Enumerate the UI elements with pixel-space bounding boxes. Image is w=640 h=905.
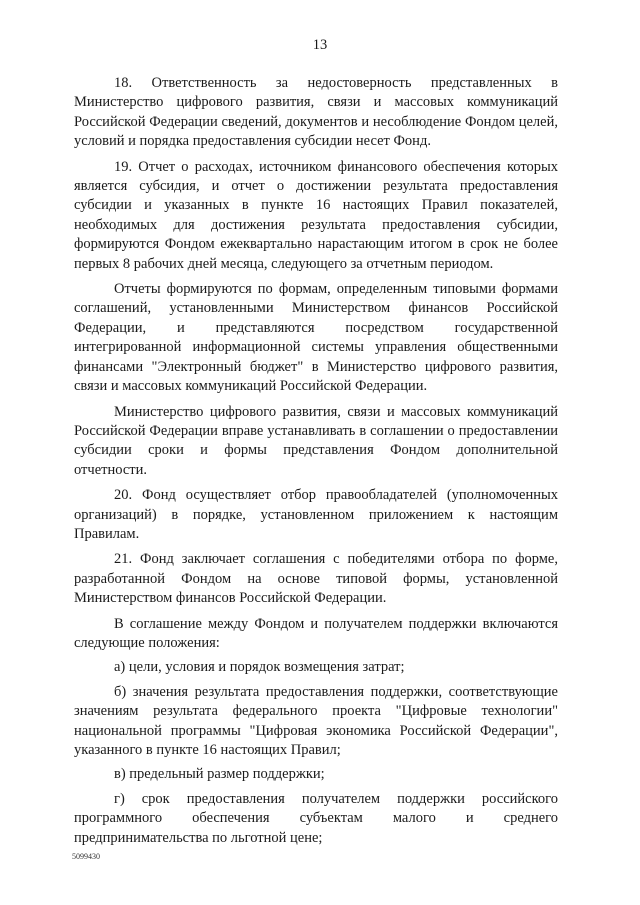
list-item-g: г) срок предоставления получателем поддержки российского программного обеспечения субъектам малого и среднего предпринимательства по льготной цене; [74, 790, 558, 846]
paragraph-20: 20. Фонд осуществляет отбор правообладателей (уполномоченных организаций) в порядке, установленном приложением к настоящим Правилам. [74, 487, 558, 542]
list-item-a: а) цели, условия и порядок возмещения затрат; [114, 659, 405, 676]
paragraph-reports-forms: Отчеты формируются по формам, определенным типовыми формами соглашений, установленными Министерством финансов Российской Федерации, и представляются посредством государственной интегрированной информационной системы управления общественными финансами "Электронный бюджет" в Министерство цифрового развития, связи и массовых коммуникаций Российской Федерации. [74, 281, 558, 395]
document-body [74, 74, 558, 853]
paragraph-agreement-provisions: В соглашение между Фондом и получателем поддержки включаются следующие положения: [74, 615, 558, 651]
paragraph-19: 19. Отчет о расходах, источником финансового обеспечения которых является субсидия, и отчет о достижении результата предоставления субсидии и указанных в пункте 16 настоящих Правил показателей, необходимых для достижения результата предоставления субсидии, формируются Фондом ежеквартально нарастающим итогом в срок не более первых 8 рабочих дней месяца, следующего за отчетным периодом. [74, 158, 558, 272]
paragraph-18: 18. Ответственность за недостоверность представленных в Министерство цифрового развития, связи и массовых коммуникаций Российской Федерации сведений, документов и несоблюдение Фондом целей, условий и порядка предоставления субсидии несет Фонд. [74, 75, 558, 150]
document-id: 5099430 [72, 852, 100, 861]
page-number: 13 [312, 37, 328, 53]
paragraph-ministry-rights: Министерство цифрового развития, связи и массовых коммуникаций Российской Федерации вправе устанавливать в соглашении о предоставлении субсидии сроки и формы представления Фондом дополнительной отчетности. [74, 403, 558, 478]
list-item-v: в) предельный размер поддержки; [114, 766, 325, 783]
list-item-b: б) значения результата предоставления поддержки, соответствующие значениям результата федерального проекта "Цифровые технологии" национальной программы "Цифровая экономика Российской Федерации", указанного в пункте 16 настоящих Правил; [74, 683, 558, 758]
paragraph-21: 21. Фонд заключает соглашения с победителями отбора по форме, разработанной Фондом на основе типовой формы, установленной Министерством финансов Российской Федерации. [74, 551, 558, 607]
